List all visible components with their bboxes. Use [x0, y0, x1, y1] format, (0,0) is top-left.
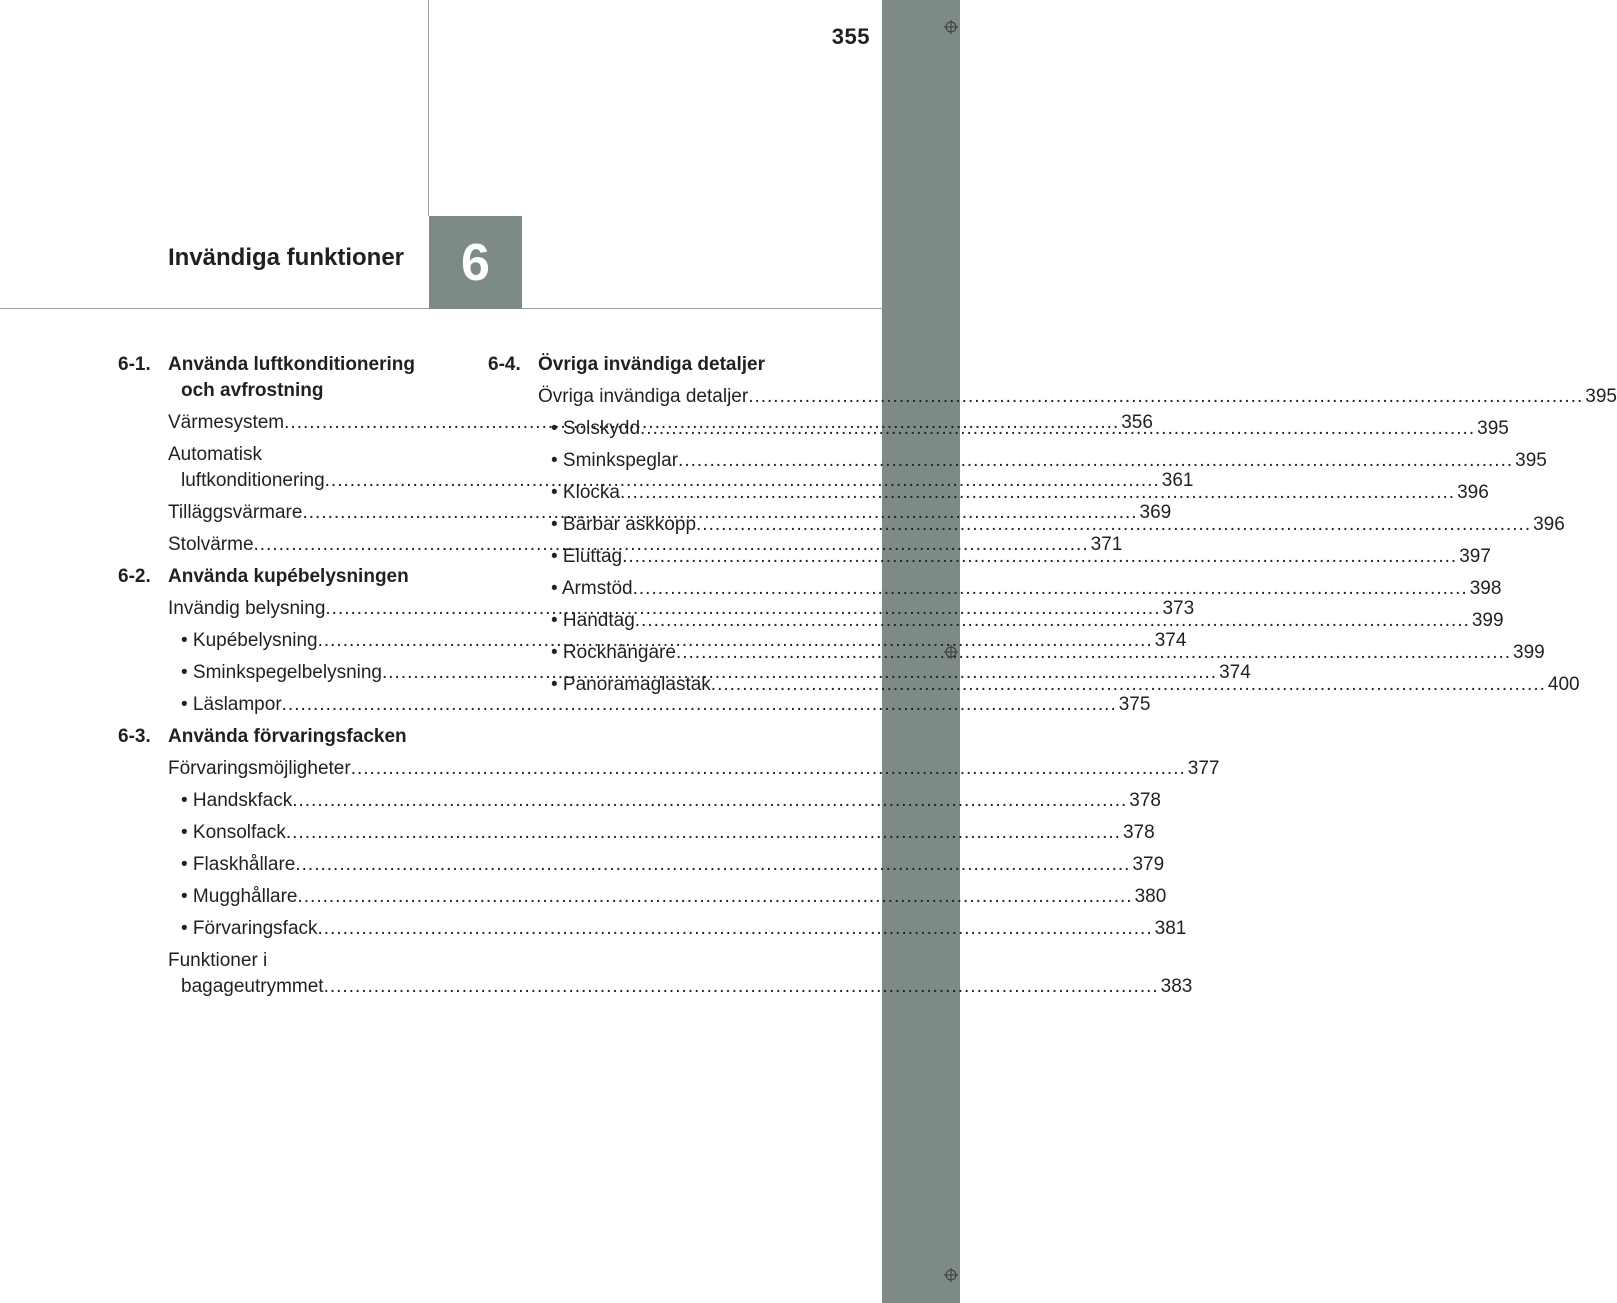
entry-page: 371	[1090, 534, 1123, 555]
entry-label: Förvaringsmöjligheter	[168, 758, 351, 779]
entry-label: • Konsolfack	[181, 822, 286, 843]
entry-page: 374	[1219, 662, 1251, 683]
entry-page: 369	[1139, 502, 1172, 523]
entry-label: • Armstöd	[551, 578, 633, 599]
entry-label: • Solskydd	[551, 418, 641, 439]
toc-section-heading[interactable]	[118, 564, 454, 590]
entry-label-cont: luftkonditionering	[181, 470, 325, 491]
entry-page: 381	[1154, 918, 1187, 939]
entry-label: Värmesystem	[168, 412, 285, 433]
entry-page: 378	[1122, 822, 1155, 843]
entry-page: 399	[1513, 642, 1545, 663]
entry-label: Invändig belysning	[168, 598, 326, 619]
entry-page: 379	[1132, 854, 1165, 875]
entry-label: Automatisk	[168, 444, 262, 465]
toc-entry[interactable]	[118, 948, 1193, 1000]
page-number: 355	[831, 24, 870, 49]
toc-entry[interactable]	[118, 756, 1220, 782]
entry-label: Övriga invändiga detaljer	[538, 386, 749, 407]
section-title: Övriga invändiga detaljer	[538, 354, 766, 375]
crop-mark-icon	[944, 1268, 958, 1282]
section-number: 6-1.	[118, 354, 151, 375]
vertical-rule	[428, 0, 429, 216]
entry-label: • Panoramaglastak	[551, 674, 711, 695]
entry-page: 395	[1515, 450, 1547, 471]
entry-label: • Rockhängare	[551, 642, 676, 663]
section-title-line1: Använda luftkonditionering	[168, 354, 415, 375]
toc-subentry[interactable]	[118, 884, 1167, 910]
entry-page: 395	[1585, 386, 1617, 407]
entry-label: • Förvaringsfack	[181, 918, 318, 939]
toc-section-heading[interactable]	[118, 352, 454, 404]
entry-label: Tilläggsvärmare	[168, 502, 303, 523]
entry-page: 374	[1154, 630, 1187, 651]
toc-subentry[interactable]	[118, 692, 1151, 718]
entry-label: Stolvärme	[168, 534, 254, 555]
chapter-number: 6	[461, 233, 490, 292]
crop-mark-icon	[944, 20, 958, 34]
entry-page: 373	[1162, 598, 1195, 619]
entry-label: • Handskfack	[181, 790, 293, 811]
toc-section-heading[interactable]	[118, 724, 454, 750]
entry-page: 397	[1459, 546, 1491, 567]
entry-page: 361	[1161, 470, 1194, 491]
entry-label: • Mugghållare	[181, 886, 298, 907]
entry-page: 378	[1129, 790, 1161, 811]
entry-page: 380	[1134, 886, 1167, 907]
toc-subentry[interactable]	[488, 576, 1502, 602]
entry-label: Funktioner i	[168, 950, 268, 971]
entry-page: 356	[1121, 412, 1153, 433]
entry-page: 398	[1469, 578, 1502, 599]
section-number: 6-2.	[118, 566, 151, 587]
entry-page: 375	[1118, 694, 1151, 715]
chapter-number-box	[429, 216, 522, 309]
toc-subentry[interactable]	[488, 448, 1547, 474]
entry-page: 395	[1477, 418, 1509, 439]
toc-subentry[interactable]	[118, 788, 1161, 814]
entry-label-cont: bagageutrymmet	[181, 976, 324, 997]
section-number: 6-4.	[488, 354, 521, 375]
section-title-line2: och avfrostning	[181, 380, 324, 401]
entry-label: • Bärbar askkopp	[551, 514, 697, 535]
section-title: Använda förvaringsfacken	[168, 726, 407, 747]
entry-label: • Handtag	[551, 610, 635, 631]
entry-page: 383	[1160, 976, 1193, 997]
entry-label: • Sminkspeglar	[551, 450, 679, 471]
entry-page: 396	[1457, 482, 1489, 503]
toc-subentry[interactable]	[118, 916, 1187, 942]
entry-label: • Läslampor	[181, 694, 282, 715]
section-title: Använda kupébelysningen	[168, 566, 409, 587]
entry-label: • Flaskhållare	[181, 854, 296, 875]
entry-page: 377	[1187, 758, 1220, 779]
chapter-title: Invändiga funktioner	[167, 244, 404, 271]
crop-mark-icon	[944, 645, 958, 659]
entry-page: 400	[1547, 674, 1580, 695]
entry-label: • Sminkspegelbelysning	[181, 662, 382, 683]
entry-page: 399	[1471, 610, 1504, 631]
toc-subentry[interactable]	[118, 852, 1165, 878]
toc-entry[interactable]	[488, 384, 1617, 410]
section-number: 6-3.	[118, 726, 151, 747]
toc-subentry[interactable]	[118, 820, 1155, 846]
toc-section-heading[interactable]	[488, 352, 824, 378]
entry-label: • Klocka	[551, 482, 620, 503]
entry-label: • Kupébelysning	[181, 630, 318, 651]
section-title	[168, 352, 454, 404]
entry-page: 396	[1533, 514, 1565, 535]
entry-label: • Eluttag	[551, 546, 623, 567]
